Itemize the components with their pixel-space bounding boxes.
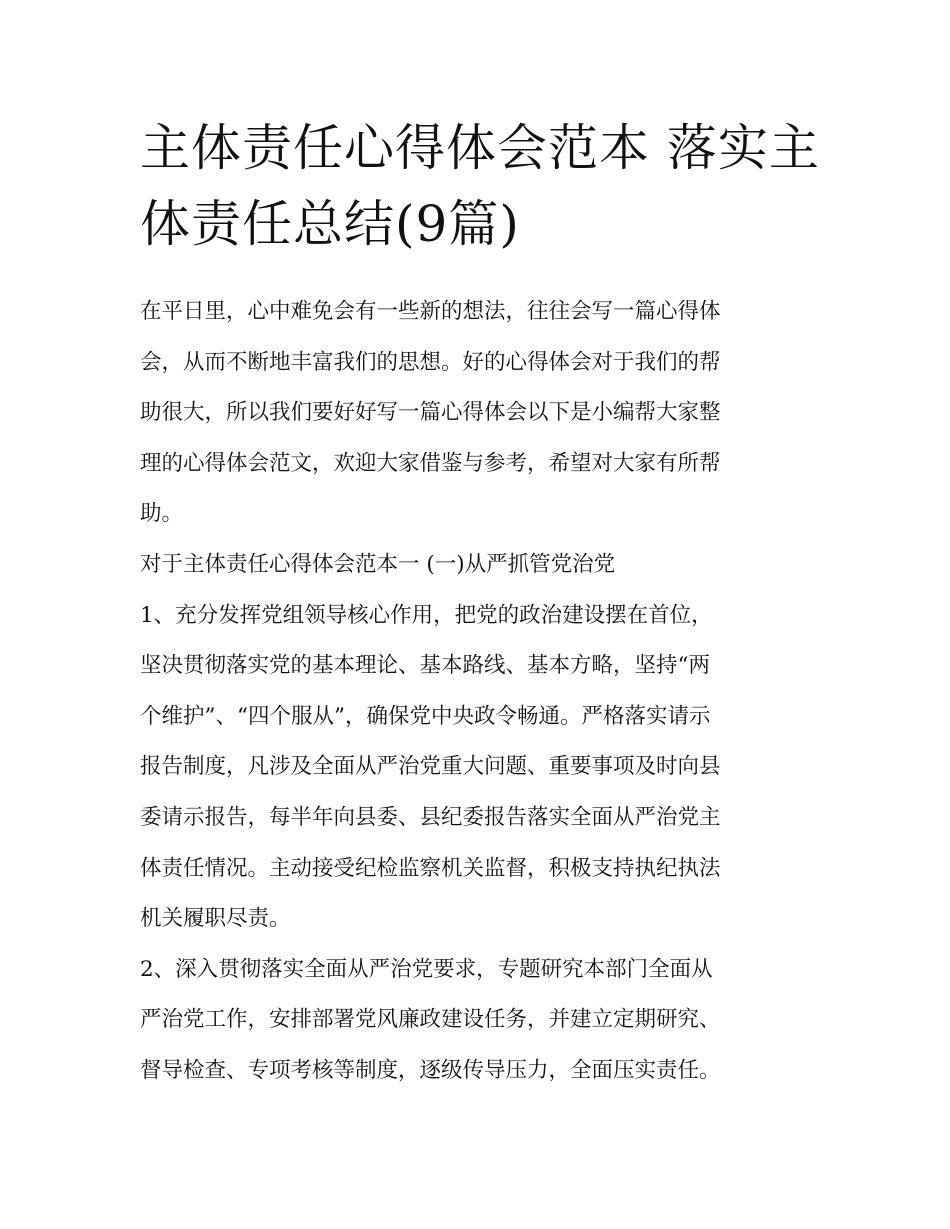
document-title [140,110,820,262]
text-line: 机关履职尽责。 [140,906,291,932]
text-line: 理的心得体会范文，欢迎大家借鉴与参考，希望对大家有所帮 [140,450,721,476]
text-line: 对于主体责任心得体会范本一 (一)从严抓管党治党 [140,551,616,577]
numbered-paragraph-2 [140,945,820,1097]
text-line: 2、深入贯彻落实全面从严治党要求，专题研究本部门全面从 [140,956,713,982]
text-line: 个维护”、“四个服从”，确保党中央政令畅通。严格落实请示 [140,703,711,729]
text-line: 体责任情况。主动接受纪检监察机关监督，积极支持执纪执法 [140,855,721,881]
title-line: 体责任总结(9篇) [140,195,520,253]
title-line: 主体责任心得体会范本 落实主 [140,119,820,177]
text-line: 坚决贯彻落实党的基本理论、基本路线、基本方略，坚持“两 [140,653,710,679]
text-line: 督导检查、专项考核等制度，逐级传导压力，全面压实责任。 [140,1057,721,1083]
text-line: 在平日里，心中难免会有一些新的想法，往往会写一篇心得体 [140,299,721,324]
numbered-paragraph-1 [140,591,820,945]
text-line: 1、充分发挥党组领导核心作用，把党的政治建设摆在首位， [140,602,713,628]
document-body [140,287,820,1097]
text-line: 助很大，所以我们要好好写一篇心得体会以下是小编帮大家整 [140,400,721,426]
intro-paragraph [140,287,820,540]
text-line: 委请示报告，每半年向县委、县纪委报告落实全面从严治党主 [140,804,721,830]
section-heading [140,540,820,591]
text-line: 报告制度，凡涉及全面从严治党重大问题、重要事项及时向县 [140,754,721,780]
text-line: 会，从而不断地丰富我们的思想。好的心得体会对于我们的帮 [140,349,721,375]
text-line: 助。 [140,501,184,527]
document-content [140,110,820,1097]
text-line: 严治党工作，安排部署党风廉政建设任务，并建立定期研究、 [140,1007,721,1033]
